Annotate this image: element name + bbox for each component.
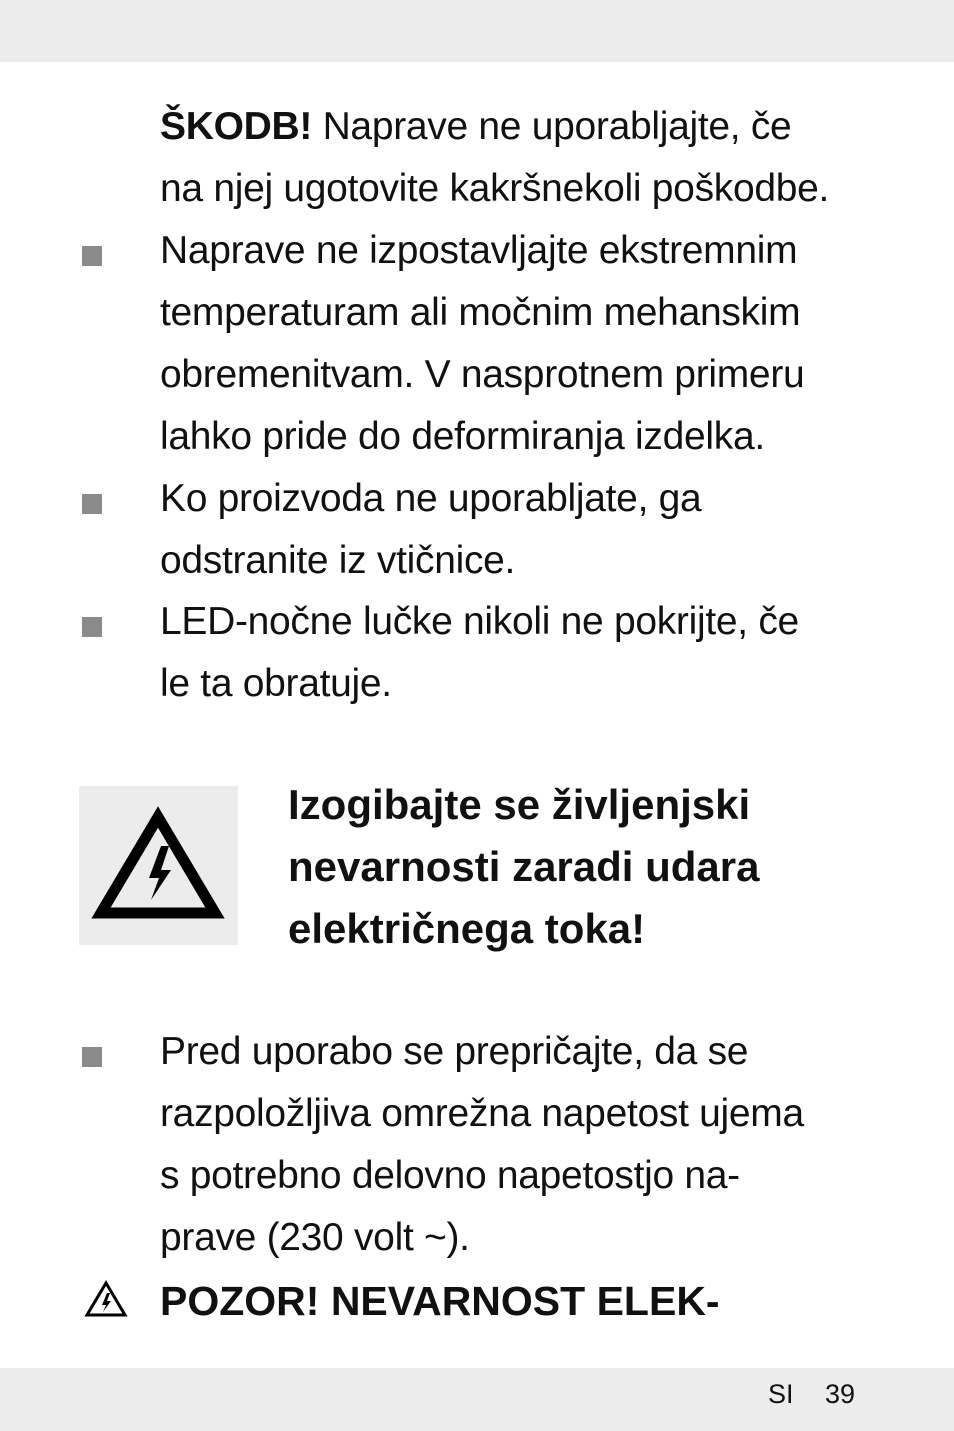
footer-language: SI: [768, 1379, 794, 1409]
bullet-text-line: temperaturam ali močnim mehanskim: [160, 291, 801, 334]
bullet-text-line: razpoložljiva omrežna napetost ujema: [160, 1092, 804, 1135]
bullet-text-line: s potrebno delovno napetostjo na-: [160, 1154, 740, 1197]
damage-label: ŠKODB!: [160, 105, 313, 148]
bullet-text-line: Naprave ne izpostavljajte ekstremnim: [160, 229, 798, 272]
warning-heading-line: Izogibajte se življenjski: [288, 781, 751, 828]
paragraph-text: Naprave ne uporabljajte, če: [312, 105, 792, 148]
bullet-square: [82, 246, 102, 266]
bullet-text-line: obremenitvam. V nasprotnem primeru: [160, 353, 805, 396]
bullet-text-line: Pred uporabo se prepričajte, da se: [160, 1030, 749, 1073]
warning-heading-line: nevarnosti zaradi udara: [288, 843, 760, 890]
caution-triangle-icon: [84, 1280, 128, 1318]
bullet-text-line: le ta obratuje.: [160, 662, 392, 705]
paragraph-line: [160, 96, 900, 158]
bottom-band: [0, 1368, 954, 1431]
bullet-text-line: lahko pride do deformiranja izdelka.: [160, 415, 765, 458]
bullet-text-line: odstranite iz vtičnice.: [160, 539, 516, 582]
bullet-text-line: Ko proizvoda ne uporabljate, ga: [160, 477, 702, 520]
caution-heading: POZOR! NEVARNOST ELEK-: [160, 1278, 720, 1324]
bullet-square: [82, 617, 102, 637]
page-number: 39: [825, 1379, 856, 1409]
bullet-square: [82, 1047, 102, 1067]
warning-heading-line: električnega toka!: [288, 905, 646, 952]
bullet-text-line: prave (230 volt ~).: [160, 1216, 470, 1259]
bullet-square: [82, 494, 102, 514]
top-band: [0, 0, 954, 62]
paragraph-line: na njej ugotovite kakršnekoli poškodbe.: [160, 167, 830, 210]
electric-shock-warning-icon: [79, 786, 238, 945]
bullet-text-line: LED-nočne lučke nikoli ne pokrijte, če: [160, 600, 799, 643]
